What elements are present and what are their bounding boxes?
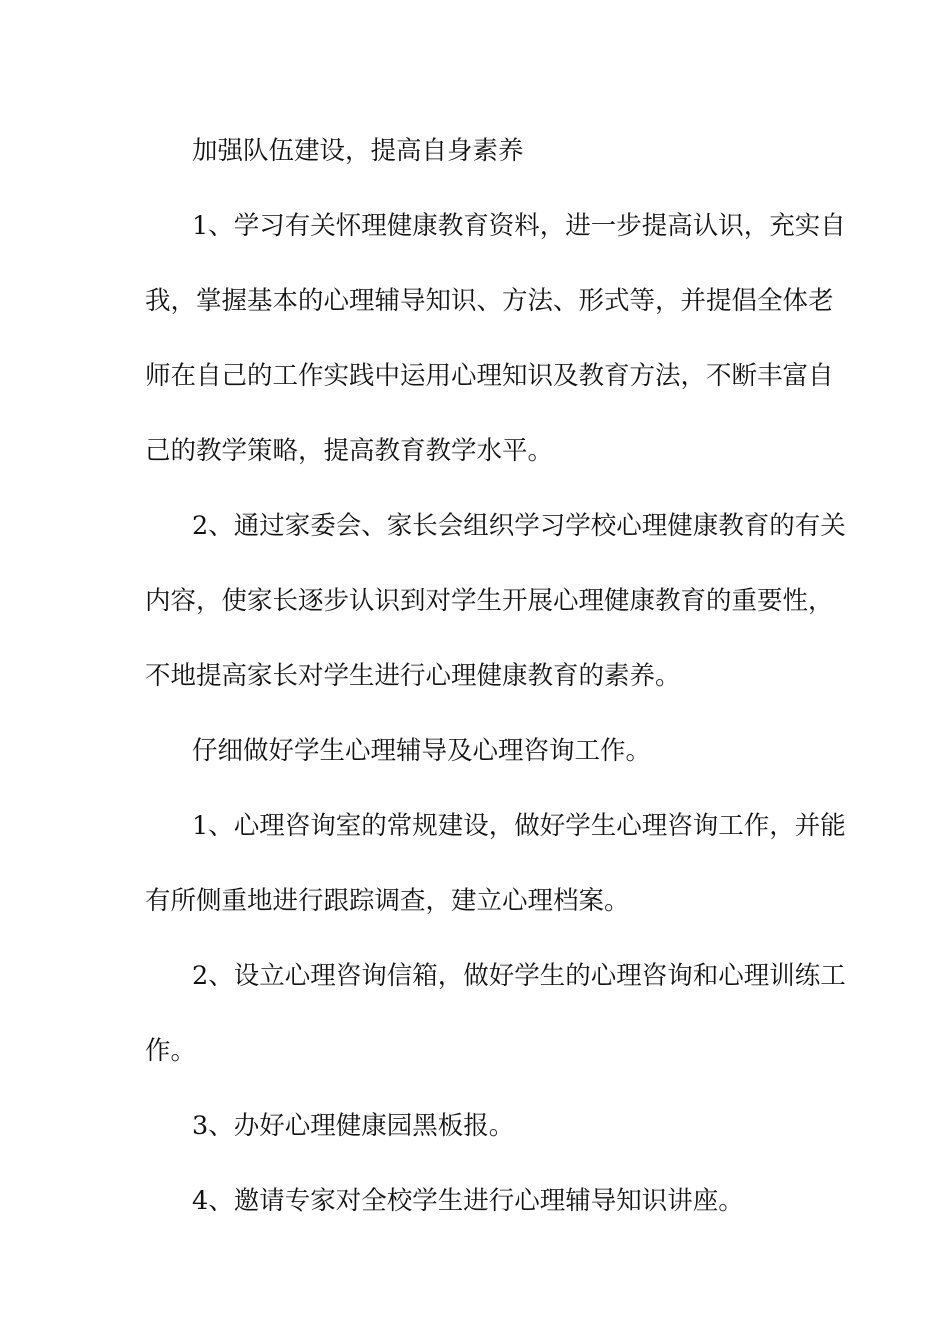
text-line: 2、通过家委会、家长会组织学习学校心理健康教育的有关 <box>192 511 846 541</box>
text-line: 师在自己的工作实践中运用心理知识及教育方法，不断丰富自 <box>145 361 834 391</box>
text-line: 仔细做好学生心理辅导及心理咨询工作。 <box>192 736 652 766</box>
text-line: 我，掌握基本的心理辅导知识、方法、形式等，并提倡全体老 <box>145 286 834 316</box>
text-line: 作。 <box>145 1036 197 1066</box>
section-heading-counseling <box>145 714 651 789</box>
paragraph-counseling-mailbox <box>145 939 846 1089</box>
text-line: 3、办好心理健康园黑板报。 <box>192 1111 515 1141</box>
section-heading-team-building <box>145 114 524 189</box>
paragraph-study-materials <box>145 189 846 489</box>
text-line: 4、邀请专家对全校学生进行心理辅导知识讲座。 <box>192 1186 744 1216</box>
paragraph-counseling-room <box>145 789 846 939</box>
paragraph-expert-lecture <box>145 1164 744 1239</box>
text-line: 1、心理咨询室的常规建设，做好学生心理咨询工作，并能 <box>192 811 846 841</box>
text-line: 己的教学策略，提高教育教学水平。 <box>145 436 554 466</box>
text-line: 有所侧重地进行跟踪调查，建立心理档案。 <box>145 886 630 916</box>
text-line: 加强队伍建设，提高自身素养 <box>192 136 524 166</box>
text-line: 1、学习有关怀理健康教育资料，进一步提高认识，充实自 <box>192 211 846 241</box>
text-line: 不地提高家长对学生进行心理健康教育的素养。 <box>145 661 681 691</box>
text-line: 内容，使家长逐步认识到对学生开展心理健康教育的重要性， <box>145 586 834 616</box>
paragraph-blackboard <box>145 1089 514 1164</box>
text-line: 2、设立心理咨询信箱，做好学生的心理咨询和心理训练工 <box>192 961 846 991</box>
paragraph-parent-committee <box>145 489 846 714</box>
